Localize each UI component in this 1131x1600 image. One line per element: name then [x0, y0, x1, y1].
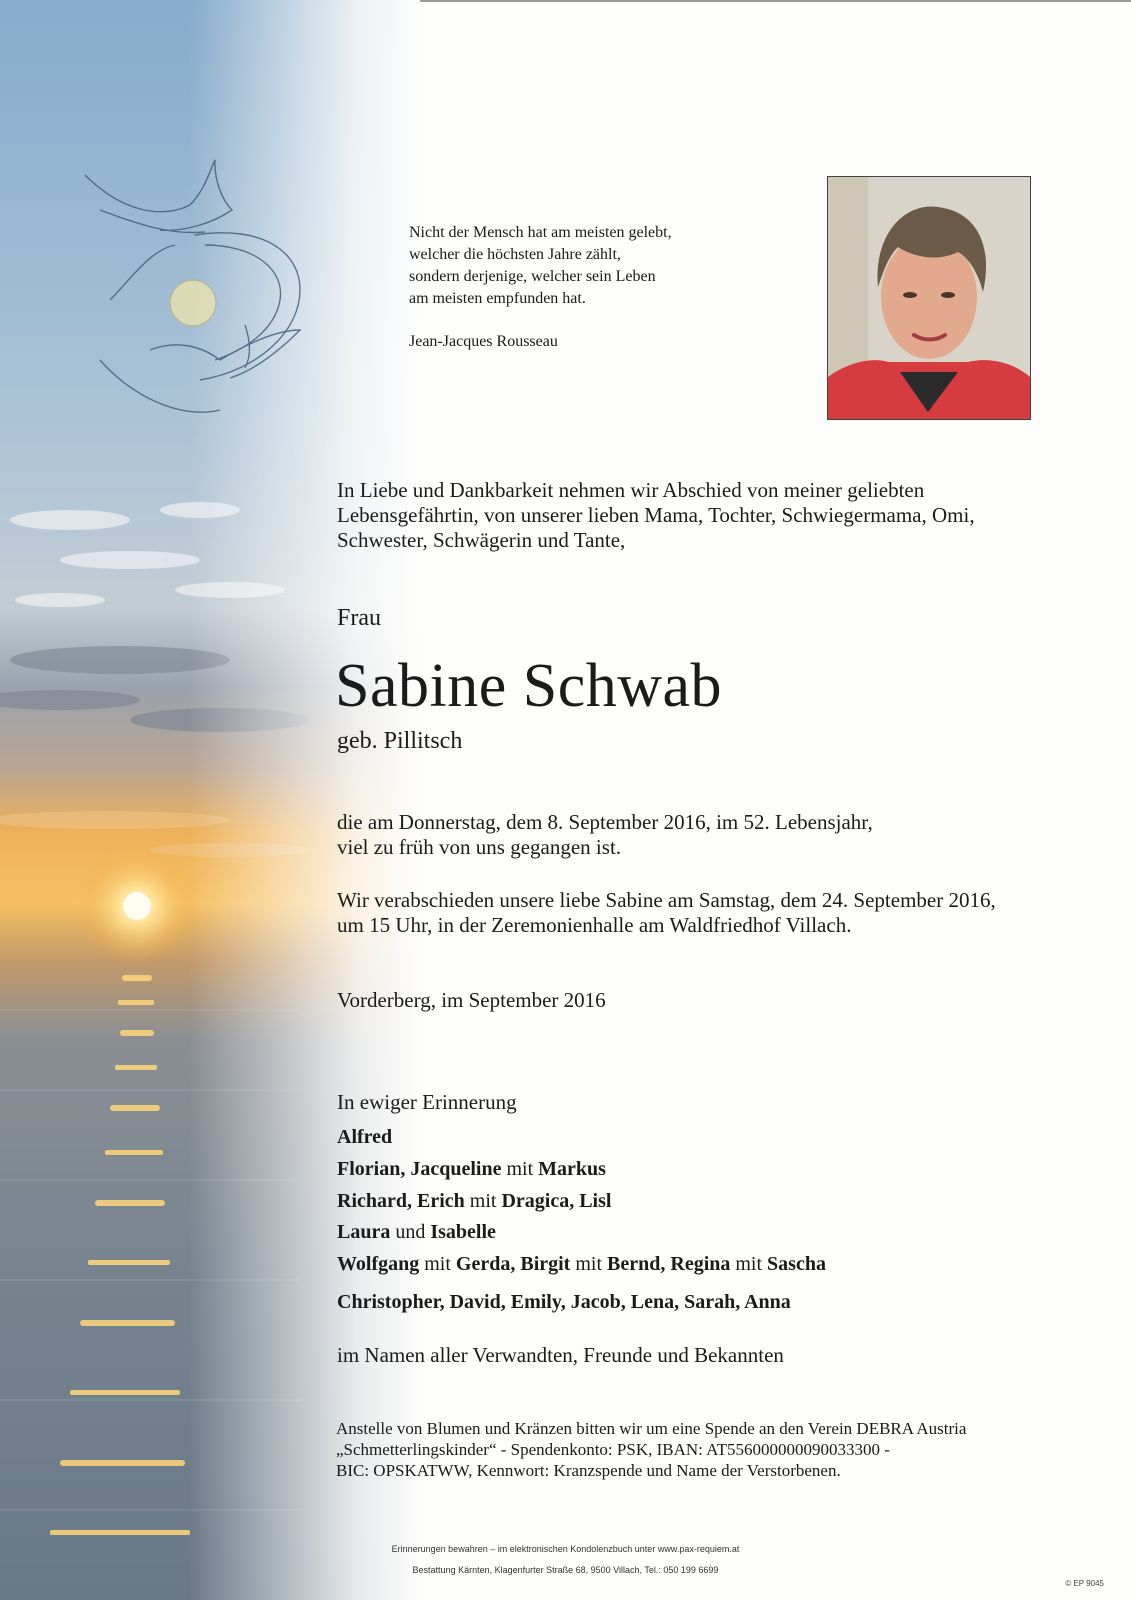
- relatives-note: im Namen aller Verwandten, Freunde und Bekannten: [337, 1343, 784, 1367]
- mourner-name: Wolfgang: [337, 1253, 420, 1275]
- mourner-line: [337, 1190, 611, 1213]
- mourner-connector: mit: [419, 1253, 456, 1275]
- portrait-photo: [827, 176, 1031, 420]
- mourner-name: Isabelle: [430, 1221, 496, 1243]
- mourner-connector: mit: [570, 1253, 608, 1275]
- intro-line: In Liebe und Dankbarkeit nehmen wir Abschied von meiner geliebten: [337, 478, 925, 502]
- mourner-line: [337, 1253, 826, 1276]
- mourner-name: Alfred: [337, 1126, 393, 1148]
- donation-line: Anstelle von Blumen und Kränzen bitten wir um eine Spende an den Verein DEBRA Austria: [336, 1419, 967, 1438]
- mourner-name: Sascha: [767, 1253, 826, 1275]
- mourner-name: Bernd, Regina: [607, 1253, 731, 1275]
- product-code: © EP 9045: [1065, 1579, 1104, 1588]
- mourner-name: Dragica, Lisl: [501, 1190, 612, 1212]
- quote: [409, 222, 769, 310]
- deceased-name: Sabine Schwab: [335, 652, 723, 720]
- quote-author: Jean-Jacques Rousseau: [409, 333, 558, 350]
- funeral-notice-line: um 15 Uhr, in der Zeremonienhalle am Waldfriedhof Villach.: [337, 913, 852, 937]
- death-notice: [337, 810, 1067, 860]
- mourner-connector: mit: [501, 1158, 539, 1180]
- donation-line: BIC: OPSKATWW, Kennwort: Kranzspende und Name der Verstorbenen.: [336, 1461, 841, 1480]
- salutation: Frau: [337, 605, 381, 631]
- funeral-notice: [337, 888, 1077, 938]
- mourner-line: [337, 1158, 606, 1181]
- remembrance-heading: In ewiger Erinnerung: [337, 1090, 517, 1114]
- intro-text: [337, 478, 1067, 553]
- quote-line: Nicht der Mensch hat am meisten gelebt,: [409, 224, 672, 241]
- mourner-name: Gerda, Birgit: [455, 1253, 571, 1275]
- mourner-connector: mit: [730, 1253, 768, 1275]
- donation-line: „Schmetterlingskinder“ - Spendenkonto: PSK, IBAN: AT556000000090033300 -: [336, 1440, 890, 1459]
- mourner-line: [337, 1221, 496, 1244]
- footer-condolence-note: Erinnerungen bewahren – im elektronischen Kondolenzbuch unter www.pax-requiem.at: [391, 1544, 740, 1554]
- place-date: Vorderberg, im September 2016: [337, 988, 606, 1012]
- intro-line: Schwester, Schwägerin und Tante,: [337, 528, 626, 552]
- footer-undertaker-address: Bestattung Kärnten, Klagenfurter Straße 68, 9500 Villach, Tel.: 050 199 6699: [412, 1565, 719, 1575]
- quote-line: am meisten empfunden hat.: [409, 290, 586, 307]
- mourner-name: Christopher, David, Emily, Jacob, Lena, Sarah, Anna: [337, 1291, 791, 1313]
- death-notice-line: die am Donnerstag, dem 8. September 2016, im 52. Lebensjahr,: [337, 810, 873, 834]
- mourner-name: Markus: [538, 1158, 606, 1180]
- quote-line: welcher die höchsten Jahre zählt,: [409, 246, 621, 263]
- maiden-name: geb. Pillitsch: [337, 728, 463, 754]
- mourner-name: Florian, Jacqueline: [337, 1158, 502, 1180]
- mourner-connector: und: [390, 1221, 431, 1243]
- funeral-notice-line: Wir verabschieden unsere liebe Sabine am Samstag, dem 24. September 2016,: [337, 888, 996, 912]
- quote-line: sondern derjenige, welcher sein Leben: [409, 268, 656, 285]
- donation-request: [336, 1418, 1076, 1481]
- mourner-name: Richard, Erich: [337, 1190, 465, 1212]
- intro-line: Lebensgefährtin, von unserer lieben Mama, Tochter, Schwiegermama, Omi,: [337, 503, 975, 527]
- mourner-line: [337, 1291, 791, 1314]
- mourner-line: [337, 1126, 392, 1149]
- death-notice-line: viel zu früh von uns gegangen ist.: [337, 835, 622, 859]
- mourner-connector: mit: [464, 1190, 502, 1212]
- mourner-name: Laura: [337, 1221, 391, 1243]
